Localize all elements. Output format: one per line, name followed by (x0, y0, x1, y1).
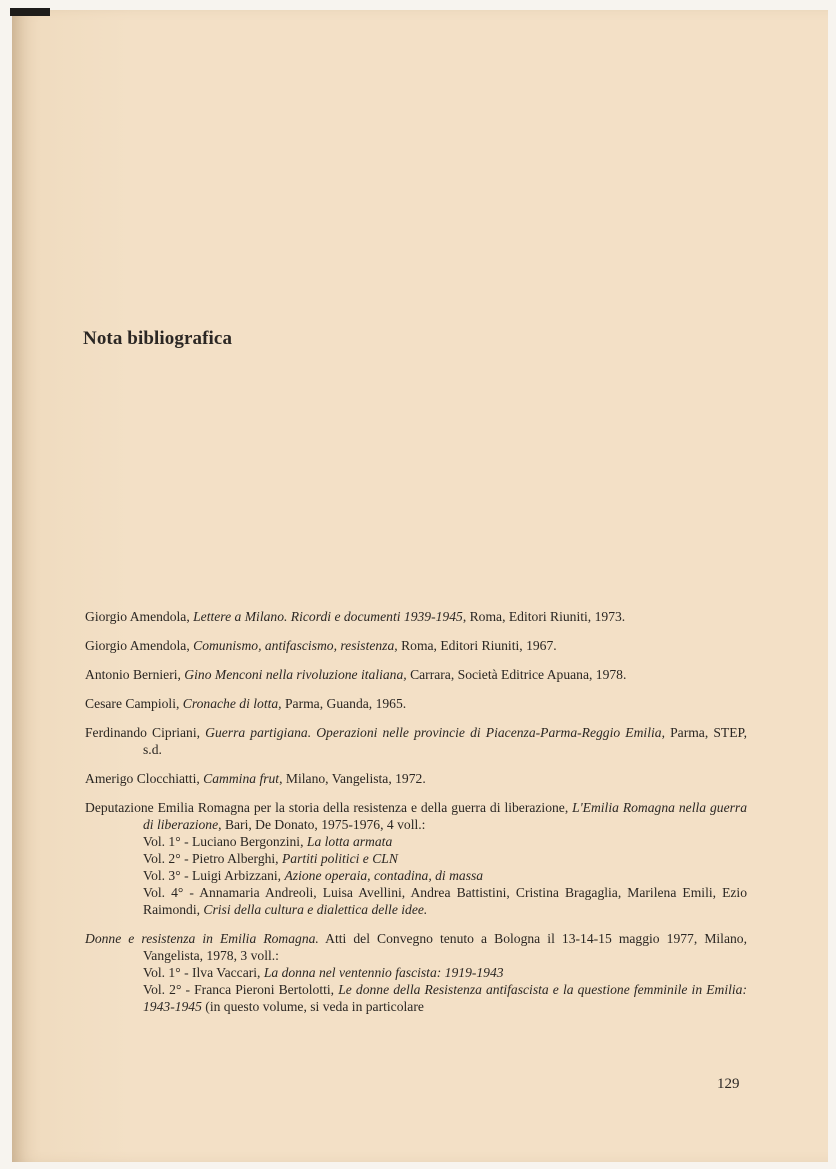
volume-line (143, 981, 747, 1015)
entry-title: Donne e resistenza in Emilia Romagna. (85, 931, 319, 946)
book-page (12, 10, 828, 1162)
volume-line (143, 964, 747, 981)
bibliography-list (85, 608, 747, 1027)
entry-author: Cesare Campioli, (85, 696, 183, 711)
entry-author: Giorgio Amendola, (85, 609, 194, 624)
entry-author: Amerigo Clocchiatti, (85, 771, 204, 786)
volume-prefix: Vol. 2° - Franca Pieroni Bertolotti, (143, 982, 339, 997)
entry-title: Cammina frut (203, 771, 280, 786)
entry-title: Gino Menconi nella rivoluzione italiana, (184, 667, 407, 682)
entry-publication: , Parma, STEP, s.d. (143, 725, 747, 757)
entry-author: Giorgio Amendola, (85, 638, 194, 653)
entry-publication: Carrara, Società Editrice Apuana, 1978. (406, 667, 627, 682)
entry-title: L'Emilia Romagna nella guerra di liberazione (143, 800, 748, 832)
entry-publication: , Milano, Vangelista, 1972. (279, 771, 426, 786)
entry-publication: , Roma, Editori Riuniti, 1967. (394, 638, 557, 653)
bibliography-entry (85, 666, 747, 683)
bibliography-entry (85, 930, 747, 1015)
page-title: Nota bibliografica (83, 328, 233, 349)
volume-prefix: Vol. 4° - Annamaria Andreoli, Luisa Avellini, Andrea Battistini, Cristina Bragaglia, Marilena Emili, Ezio Raimondi, (143, 885, 747, 917)
volume-prefix: Vol. 2° - Pietro Alberghi, (143, 851, 282, 866)
volume-line (143, 884, 747, 918)
entry-publication: , Bari, De Donato, 1975-1976, 4 voll.: (218, 817, 426, 832)
bibliography-entry (85, 724, 747, 758)
entry-publication: , Roma, Editori Riuniti, 1973. (462, 609, 626, 624)
entry-title: Guerra partigiana. Operazioni nelle provincie di Piacenza-Parma-Reggio Emilia (205, 725, 662, 740)
volume-prefix: Vol. 1° - Ilva Vaccari, (143, 965, 264, 980)
volume-prefix: Vol. 1° - Luciano Bergonzini, (143, 834, 307, 849)
volume-note: (in questo volume, si veda in particolare (201, 999, 424, 1014)
volume-title: Azione operaia, contadina, di massa (284, 868, 484, 883)
volume-title: La lotta armata (306, 834, 393, 849)
bibliography-entry (85, 637, 747, 654)
bibliography-entry (85, 608, 747, 625)
entry-author: Deputazione Emilia Romagna per la storia della resistenza e della guerra di liberazione, (85, 800, 573, 815)
entry-title: Cronache di lotta, (182, 696, 282, 711)
bibliography-entry (85, 695, 747, 712)
volume-line (143, 867, 747, 884)
volume-title: La donna nel ventennio fascista: 1919-1943 (263, 965, 504, 980)
entry-publication: Atti del Convegno tenuto a Bologna il 13-14-15 maggio 1977, Milano, Vangelista, 1978, 3 voll.: (143, 931, 747, 963)
entry-author: Antonio Bernieri, (85, 667, 185, 682)
entry-author: Ferdinando Cipriani, (85, 725, 206, 740)
volume-title: Crisi della cultura e dialettica delle idee. (203, 902, 428, 917)
volume-line (143, 833, 747, 850)
bibliography-entry (85, 770, 747, 787)
volume-prefix: Vol. 3° - Luigi Arbizzani, (143, 868, 285, 883)
bibliography-entry (85, 799, 747, 918)
volume-line (143, 850, 747, 867)
entry-title: Comunismo, antifascismo, resistenza (193, 638, 395, 653)
entry-title: Lettere a Milano. Ricordi e documenti 1939-1945 (193, 609, 463, 624)
page-number: 129 (717, 1076, 740, 1092)
volume-title: Partiti politici e CLN (281, 851, 398, 866)
volume-title: Le donne della Resistenza antifascista e la questione femminile in Emilia: 1943-1945 (143, 982, 747, 1014)
entry-publication: Parma, Guanda, 1965. (281, 696, 407, 711)
